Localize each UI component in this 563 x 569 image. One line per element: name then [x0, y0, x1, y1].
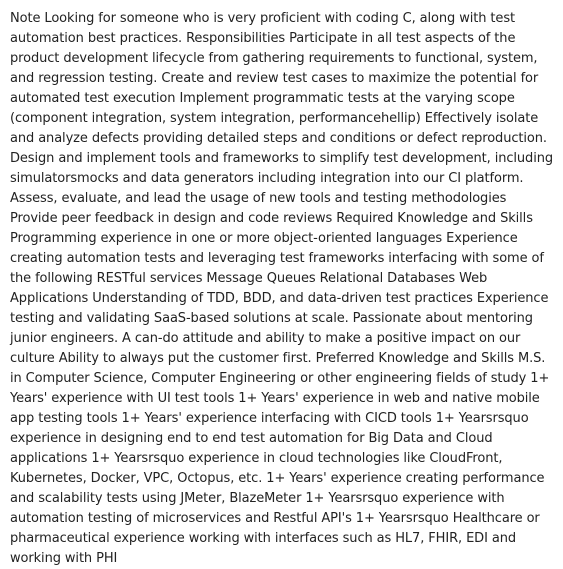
- job-description-text: Note Looking for someone who is very proficient with coding C, along with test automation best practices. Responsibilities Participate in all test aspects of the product development lifecycle from gathering requirements to functional, system, and regression testing. Create and review test cases to maximize the potential for automated test execution Implement programmatic tests at the varying scope (component integration, system integration, performancehellip) Effectively isolate and analyze defects providing detailed steps and conditions or defect reproduction. Design and implement tools and frameworks to simplify test development, including simulatorsmocks and data generators including integration into our CI platform. Assess, evaluate, and lead the usage of new tools and testing methodologies Provide peer feedback in design and code reviews Required Knowledge and Skills Programming experience in one or more object-oriented languages Experience creating automation tests and leveraging test frameworks interfacing with some of the following RESTful services Message Queues Relational Databases Web Applications Understanding of TDD, BDD, and data-driven test practices Experience testing and validating SaaS-based solutions at scale. Passionate about mentoring junior engineers. A can-do attitude and ability to make a positive impact on our culture Ability to always put the customer first. Preferred Knowledge and Skills M.S. in Computer Science, Computer Engineering or other engineering fields of study 1+ Years' experience with UI test tools 1+ Years' experience in web and native mobile app testing tools 1+ Years' experience interfacing with CICD tools 1+ Yearsrsquo experience in designing end to end test automation for Big Data and Cloud applications 1+ Yearsrsquo experience in cloud technologies like CloudFront, Kubernetes, Docker, VPC, Octopus, etc. 1+ Years' experience creating performance and scalability tests using JMeter, BlazeMeter 1+ Yearsrsquo experience with automation testing of microservices and Restful API's 1+ Yearsrsquo Healthcare or pharmaceutical experience working with interfaces such as HL7, FHIR, EDI and working with PHI: [10, 11, 554, 566]
